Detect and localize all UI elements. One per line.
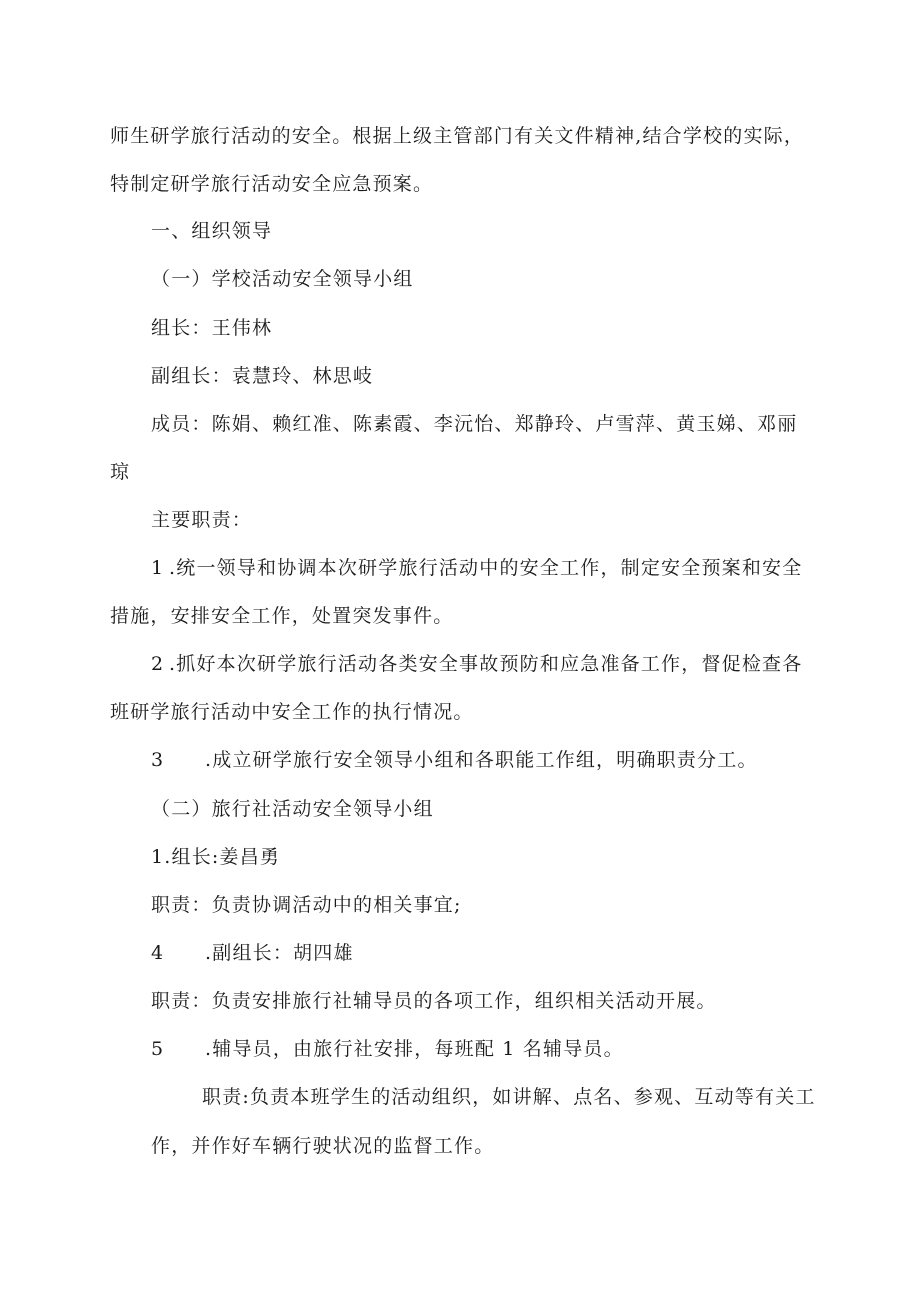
agency-vice-leader: [151, 941, 354, 965]
duty-2-text: .抓好本次研学旅行活动各类安全事故预防和应急准备工作，督促检查各: [169, 653, 803, 675]
agency-leader-duty: 职责：负责协调活动中的相关事宜;: [151, 894, 462, 916]
subsection-heading-agency-group: （二）旅行社活动安全领导小组: [151, 798, 434, 820]
duty-1-text: .统一领导和协调本次研学旅行活动中的安全工作，制定安全预案和安全: [169, 557, 803, 579]
duty-3-number: 3: [151, 749, 165, 771]
duty-2-line-1: [151, 652, 802, 676]
duty-3-line: [151, 748, 758, 772]
duty-3-text: .成立研学旅行安全领导小组和各职能工作组，明确职责分工。: [205, 749, 758, 771]
duty-2-line-2: 班研学旅行活动中安全工作的执行情况。: [110, 701, 474, 723]
group-vice-leader: 副组长：袁慧玲、林思岐: [151, 365, 374, 387]
duties-heading: 主要职责：: [151, 509, 253, 531]
agency-vice-number: 4: [151, 942, 165, 964]
section-heading-organization: 一、组织领导: [151, 220, 273, 242]
intro-line-1: 师生研学旅行活动的安全。根据上级主管部门有关文件精神,结合学校的实际，: [110, 125, 805, 147]
agency-guide-duty-line-2: 作，并作好车辆行驶状况的监督工作。: [151, 1135, 495, 1157]
duty-1-line-2: 措施，安排安全工作，处置突发事件。: [110, 605, 454, 627]
group-members-line-1: 成员：陈娟、赖红准、陈素霞、李沅怡、郑静玲、卢雪萍、黄玉娣、邓丽: [151, 413, 798, 435]
group-leader: 组长：王伟林: [151, 317, 273, 339]
duty-2-number: 2: [151, 653, 165, 675]
agency-leader: 1.组长:姜昌勇: [151, 846, 281, 868]
duty-1-number: 1: [151, 557, 165, 579]
agency-guide: [151, 1037, 624, 1061]
duty-1-line-1: [151, 556, 802, 580]
subsection-heading-school-group: （一）学校活动安全领导小组: [151, 268, 414, 290]
agency-guide-text: .辅导员，由旅行社安排，每班配 1 名辅导员。: [205, 1038, 624, 1060]
agency-vice-text: .副组长：胡四雄: [205, 942, 354, 964]
agency-guide-number: 5: [151, 1038, 165, 1060]
agency-vice-duty: 职责：负责安排旅行社辅导员的各项工作，组织相关活动开展。: [151, 990, 717, 1012]
agency-guide-duty-line-1: 职责:负责本班学生的活动组织，如讲解、点名、参观、互动等有关工: [202, 1086, 816, 1108]
group-members-line-2: 琼: [110, 461, 131, 483]
intro-line-2: 特制定研学旅行活动安全应急预案。: [110, 173, 434, 195]
